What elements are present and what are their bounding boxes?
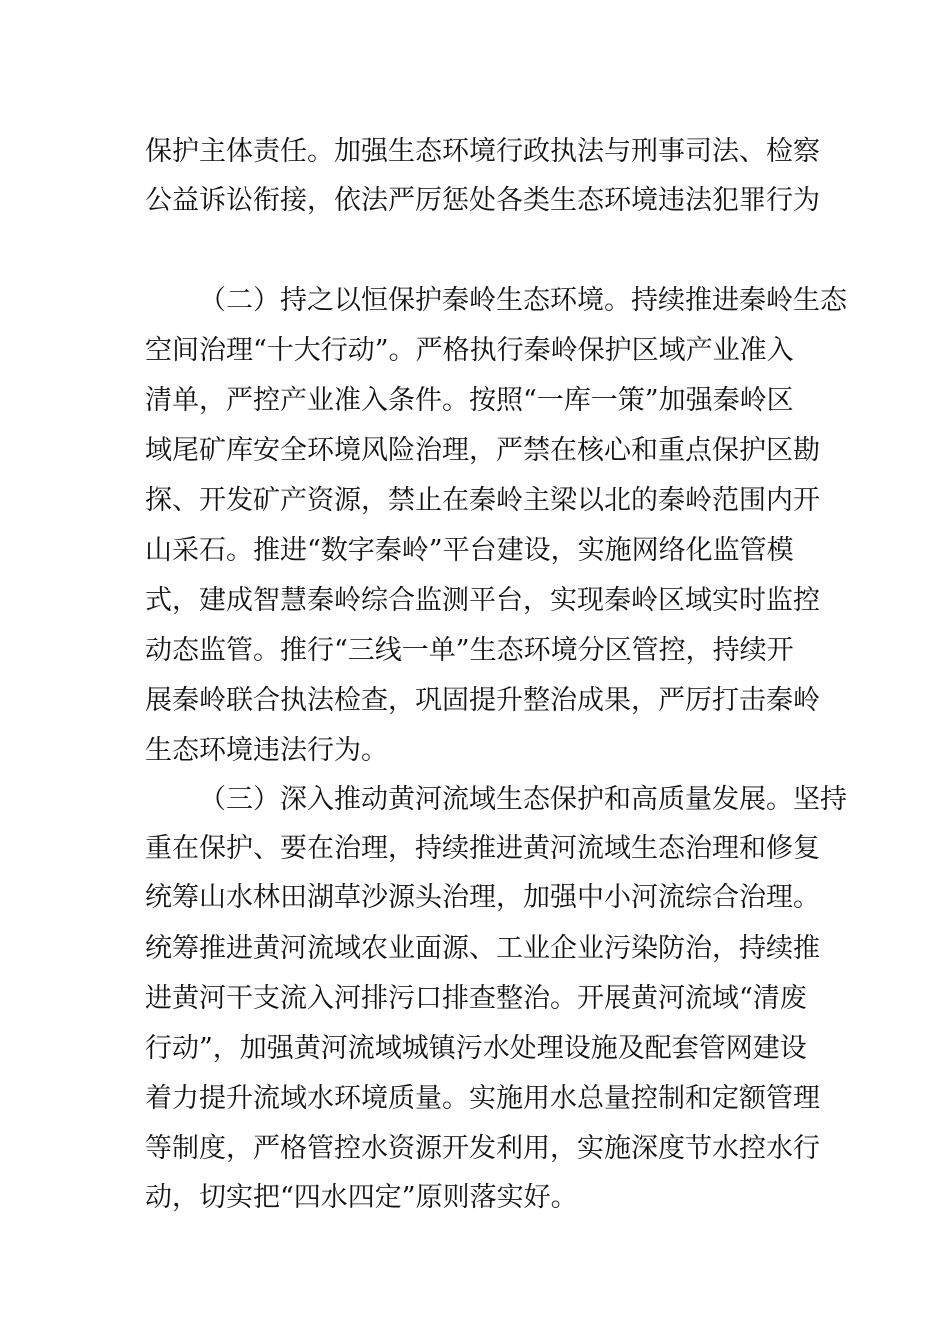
section-2-line: 探、开发矿产资源，禁止在秦岭主梁以北的秦岭范围内开 (145, 485, 820, 516)
section-3-line: 行动”，加强黄河流域城镇污水处理设施及配套管网建设 (145, 1033, 807, 1064)
section-2-heading-line: （二）持之以恒保护秦岭生态环境。持续推进秦岭生态 (199, 285, 847, 316)
section-2-line: 动态监管。推行“三线一单”生态环境分区管控，持续开 (145, 635, 794, 666)
section-3-heading-line: （三）深入推动黄河流域生态保护和高质量发展。坚持 (199, 784, 847, 815)
section-3-line: 统筹山水林田湖草沙源头治理，加强中小河流综合治理。 (145, 882, 820, 913)
section-3-line: 等制度，严格管控水资源开发利用，实施深度节水控水行 (145, 1133, 820, 1164)
section-3-line: 重在保护、要在治理，持续推进黄河流域生态治理和修复 (145, 833, 820, 864)
section-2-line: 山采石。推进“数字秦岭”平台建设，实施网络化监管模 (145, 535, 794, 566)
section-2-line: 清单，严控产业准入条件。按照“一库一策”加强秦岭区 (145, 385, 794, 416)
intro-line: 保护主体责任。加强生态环境行政执法与刑事司法、检察 (145, 136, 820, 167)
section-2-line: 生态环境违法行为。 (145, 735, 388, 766)
section-2-line: 展秦岭联合执法检查，巩固提升整治成果，严厉打击秦岭 (145, 685, 820, 716)
section-3-line: 动，切实把“四水四定”原则落实好。 (145, 1182, 578, 1213)
section-3-line: 进黄河干支流入河排污口排查整治。开展黄河流域“清废 (145, 983, 807, 1014)
section-2-line: 空间治理“十大行动”。严格执行秦岭保护区域产业准入 (145, 335, 794, 366)
section-2-line: 域尾矿库安全环境风险治理，严禁在核心和重点保护区勘 (145, 435, 820, 466)
section-3-line: 统筹推进黄河流域农业面源、工业企业污染防治，持续推 (145, 933, 820, 964)
intro-line: 公益诉讼衔接，依法严厉惩处各类生态环境违法犯罪行为 (145, 185, 820, 216)
section-3-line: 着力提升流域水环境质量。实施用水总量控制和定额管理 (145, 1083, 820, 1114)
section-2-line: 式，建成智慧秦岭综合监测平台，实现秦岭区域实时监控 (145, 585, 820, 616)
